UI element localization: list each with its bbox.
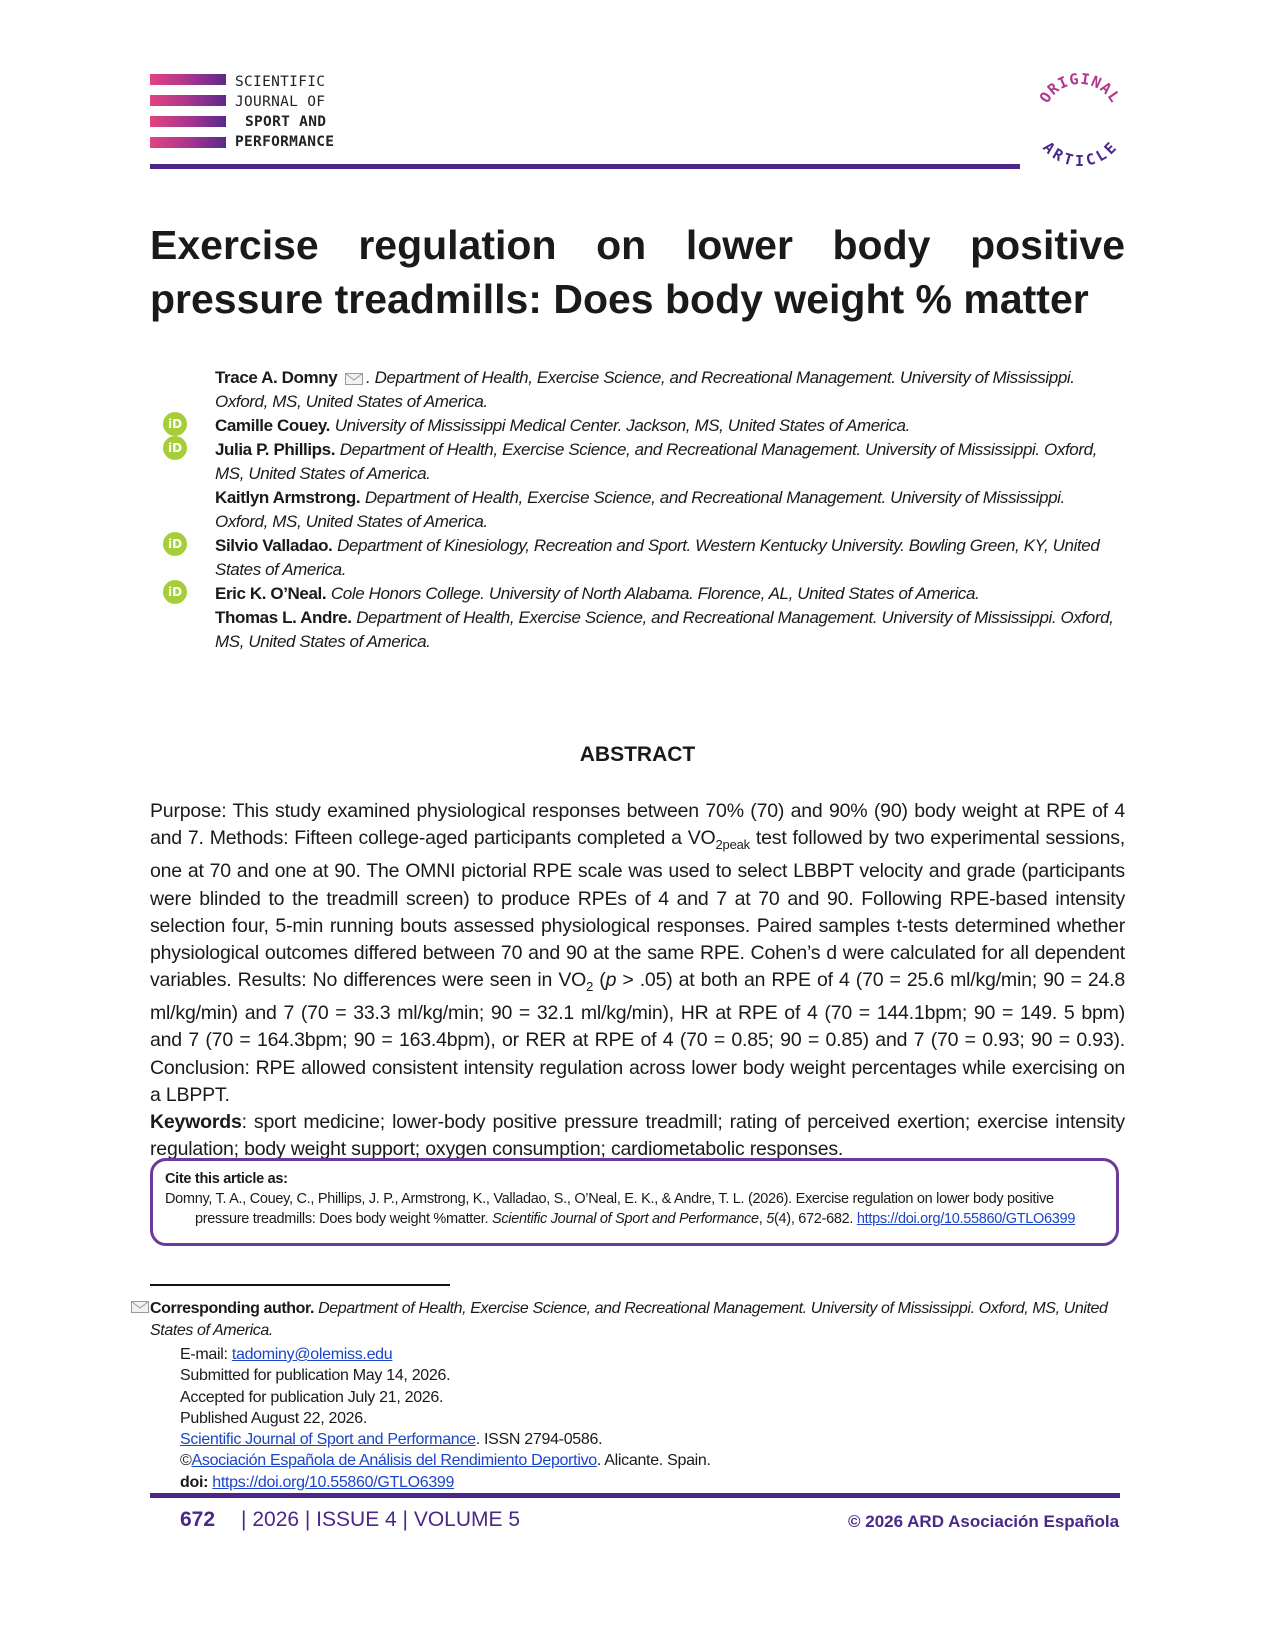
publication-details: E-mail: tadominy@olemiss.edu Submitted for publication May 14, 2026. Accepted for publication July 21, 2026. Published August 22, 2026. Scientific Journal of Sport and Performance. ISSN 2794-0586. ©Asociación Española de Análisis del Rendimiento Deportivo. Alicante. Spain. doi: https://doi.org/10.55860/GTLO6399 [180,1346,711,1491]
author-affiliation: Department of Health, Exercise Science, and Recreational Management. University of Mississippi. Oxford, MS, United States of America. [215,608,1114,651]
author-entry [215,486,1120,534]
logo-line-4: PERFORMANCE [235,134,335,150]
svg-text:ORIGINAL [1036,70,1124,106]
author-entry [215,606,1120,654]
logo-line-2: JOURNAL OF [235,94,326,110]
author-name: Camille Couey. [215,416,331,435]
author-affiliation: Department of Health, Exercise Science, and Recreational Management. University of Mississippi. Oxford, MS, United States of America. [215,368,1075,411]
logo-line-1: SCIENTIFIC [235,74,326,90]
author-list [215,366,1120,654]
original-article-badge [1030,68,1130,168]
author-affiliation: Department of Kinesiology, Recreation and Sport. Western Kentucky University. Bowling Green, KY, United States of America. [215,536,1100,579]
footer-rule [150,1493,1120,1498]
abstract-heading: ABSTRACT [579,743,696,766]
author-affiliation: Cole Honors College. University of North Alabama. Florence, AL, United States of America. [330,584,980,603]
header-rule [150,164,1020,169]
corresponding-affiliation: Department of Health, Exercise Science, and Recreational Management. University of Mississippi. Oxford, MS, United States of America. [150,1300,1108,1339]
author-affiliation: Department of Health, Exercise Science, and Recreational Management. University of Mississippi. Oxford, MS, United States of America. [215,440,1097,483]
orcid-icon[interactable]: iD [163,412,187,436]
association-link[interactable]: Asociación Española de Análisis del Rendimiento Deportivo [191,1452,597,1470]
submitted-date: Submitted for publication May 14, 2026. [180,1367,451,1385]
corresponding-author-note [150,1298,1125,1342]
envelope-icon [131,1300,149,1314]
footer-issue-info [180,1508,520,1532]
published-date: Published August 22, 2026. [180,1409,368,1427]
author-name: Trace A. Domny [215,368,338,387]
author-name: Thomas L. Andre. [215,608,352,627]
email-link[interactable]: tadominy@olemiss.edu [231,1346,393,1363]
author-entry: Trace A. Domny . Department of Health, Exercise Science, and Recreational Management. University of Mississippi. Oxford, MS, United States of America. [215,368,1075,411]
author-affiliation: University of Mississippi Medical Center. Jackson, MS, United States of America. [334,416,910,435]
journal-logo-bars [150,74,226,158]
author-name: Eric K. O’Neal. [215,584,327,603]
author-entry [215,582,1120,606]
citation-reference: Domny, T. A., Couey, C., Phillips, J. P., Armstrong, K., Valladao, S., O’Neal, E. K., & Andre, T. L. (2026). Exercise regulation on lower body positive pressure treadmills: Does body weight %matter. Scientific Journal of Sport and Performance, 5(4), 672-682. https://doi.org/10.55860/GTLO6399 [165,1191,1076,1227]
keywords-label: Keywords [150,1111,242,1134]
accepted-date: Accepted for publication July 21, 2026. [180,1388,444,1406]
journal-logo-text [235,72,334,152]
logo-line-3: SPORT AND [245,114,327,130]
author-affiliation: Department of Health, Exercise Science, and Recreational Management. University of Mississippi. Oxford, MS, United States of America. [215,488,1065,531]
page-number: 672 [180,1508,216,1531]
author-entry [215,534,1120,582]
svg-text:ARTICLE [1039,138,1120,168]
footnote-rule [150,1284,450,1286]
doi-label: doi: [180,1473,209,1491]
orcid-icon[interactable]: iD [163,580,187,604]
doi-link[interactable]: https://doi.org/10.55860/GTLO6399 [212,1473,455,1491]
corresponding-label: Corresponding author. [150,1300,315,1317]
author-entry [215,438,1120,486]
cite-label: Cite this article as: [165,1171,288,1187]
author-entry [215,414,1120,438]
badge-bottom-text: ARTICLE [1039,138,1121,168]
author-name: Julia P. Phillips. [215,440,336,459]
article-title: Exercise regulation on lower body positive pressure treadmills: Does body weight % matter [150,222,1125,322]
author-name: Silvio Valladao. [215,536,333,555]
orcid-icon[interactable]: iD [163,532,187,556]
cite-box [150,1158,1119,1246]
footer-copyright: © 2026 ARD Asociación Española [848,1512,1120,1531]
badge-top-text: ORIGINAL [1035,69,1125,107]
cite-doi-link[interactable]: https://doi.org/10.55860/GTLO6399 [856,1211,1076,1227]
envelope-icon [345,373,363,385]
abstract-body: Purpose: This study examined physiological responses between 70% (70) and 90% (90) body weight at RPE of 4 and 7. Methods: Fifteen college-aged participants completed a $VO_{2peak}$ test followed by two experimental sessions, one at 70 and one at 90. The OMNI pictorial RPE scale was used to select LBBPT velocity and grade (participants were blinded to the treadmill screen) to produce RPEs of 4 and 7 at 70 and 90. Following RPE-based intensity selection four, 5-min running bouts assessed physiological responses. Paired samples t-tests determined whether physiological outcomes differed between 70 and 90 at the same RPE. Cohen’s d were calculated for all dependent variables. Results: No differences were seen in $VO_2$ (p > .05) at both an RPE of 4 (70 = 25.6 ml/kg/min; 90 = 24.8 ml/kg/min) and 7 (70 = 33.3 ml/kg/min; 90 = 32.1 ml/kg/min), HR at RPE of 4 (70 = 144.1bpm; 90 = 149. 5 bpm) and 7 (70 = 164.3bpm; 90 = 163.4bpm), or RER at RPE of 4 (70 = 0.85; 90 = 0.85) and 7 (70 = 0.93; 90 = 0.93). Conclusion: RPE allowed consistent intensity regulation across lower body weight percentages while exercising on a LBPPT. Keywords: sport medicine; lower-body positive pressure treadmill; rating of perceived exertion; exercise intensity regulation; body weight support; oxygen consumption; cardiometabolic responses. [150,800,1125,1161]
keywords-text: : sport medicine; lower-body positive pressure treadmill; rating of perceived exertion; exercise intensity regulation; body weight support; oxygen consumption; cardiometabolic responses. [150,1111,1125,1161]
issue-volume: | 2026 | ISSUE 4 | VOLUME 5 [241,1508,521,1531]
journal-link[interactable]: Scientific Journal of Sport and Performance [180,1431,476,1449]
author-name: Kaitlyn Armstrong. [215,488,361,507]
orcid-icon[interactable]: iD [163,436,187,460]
